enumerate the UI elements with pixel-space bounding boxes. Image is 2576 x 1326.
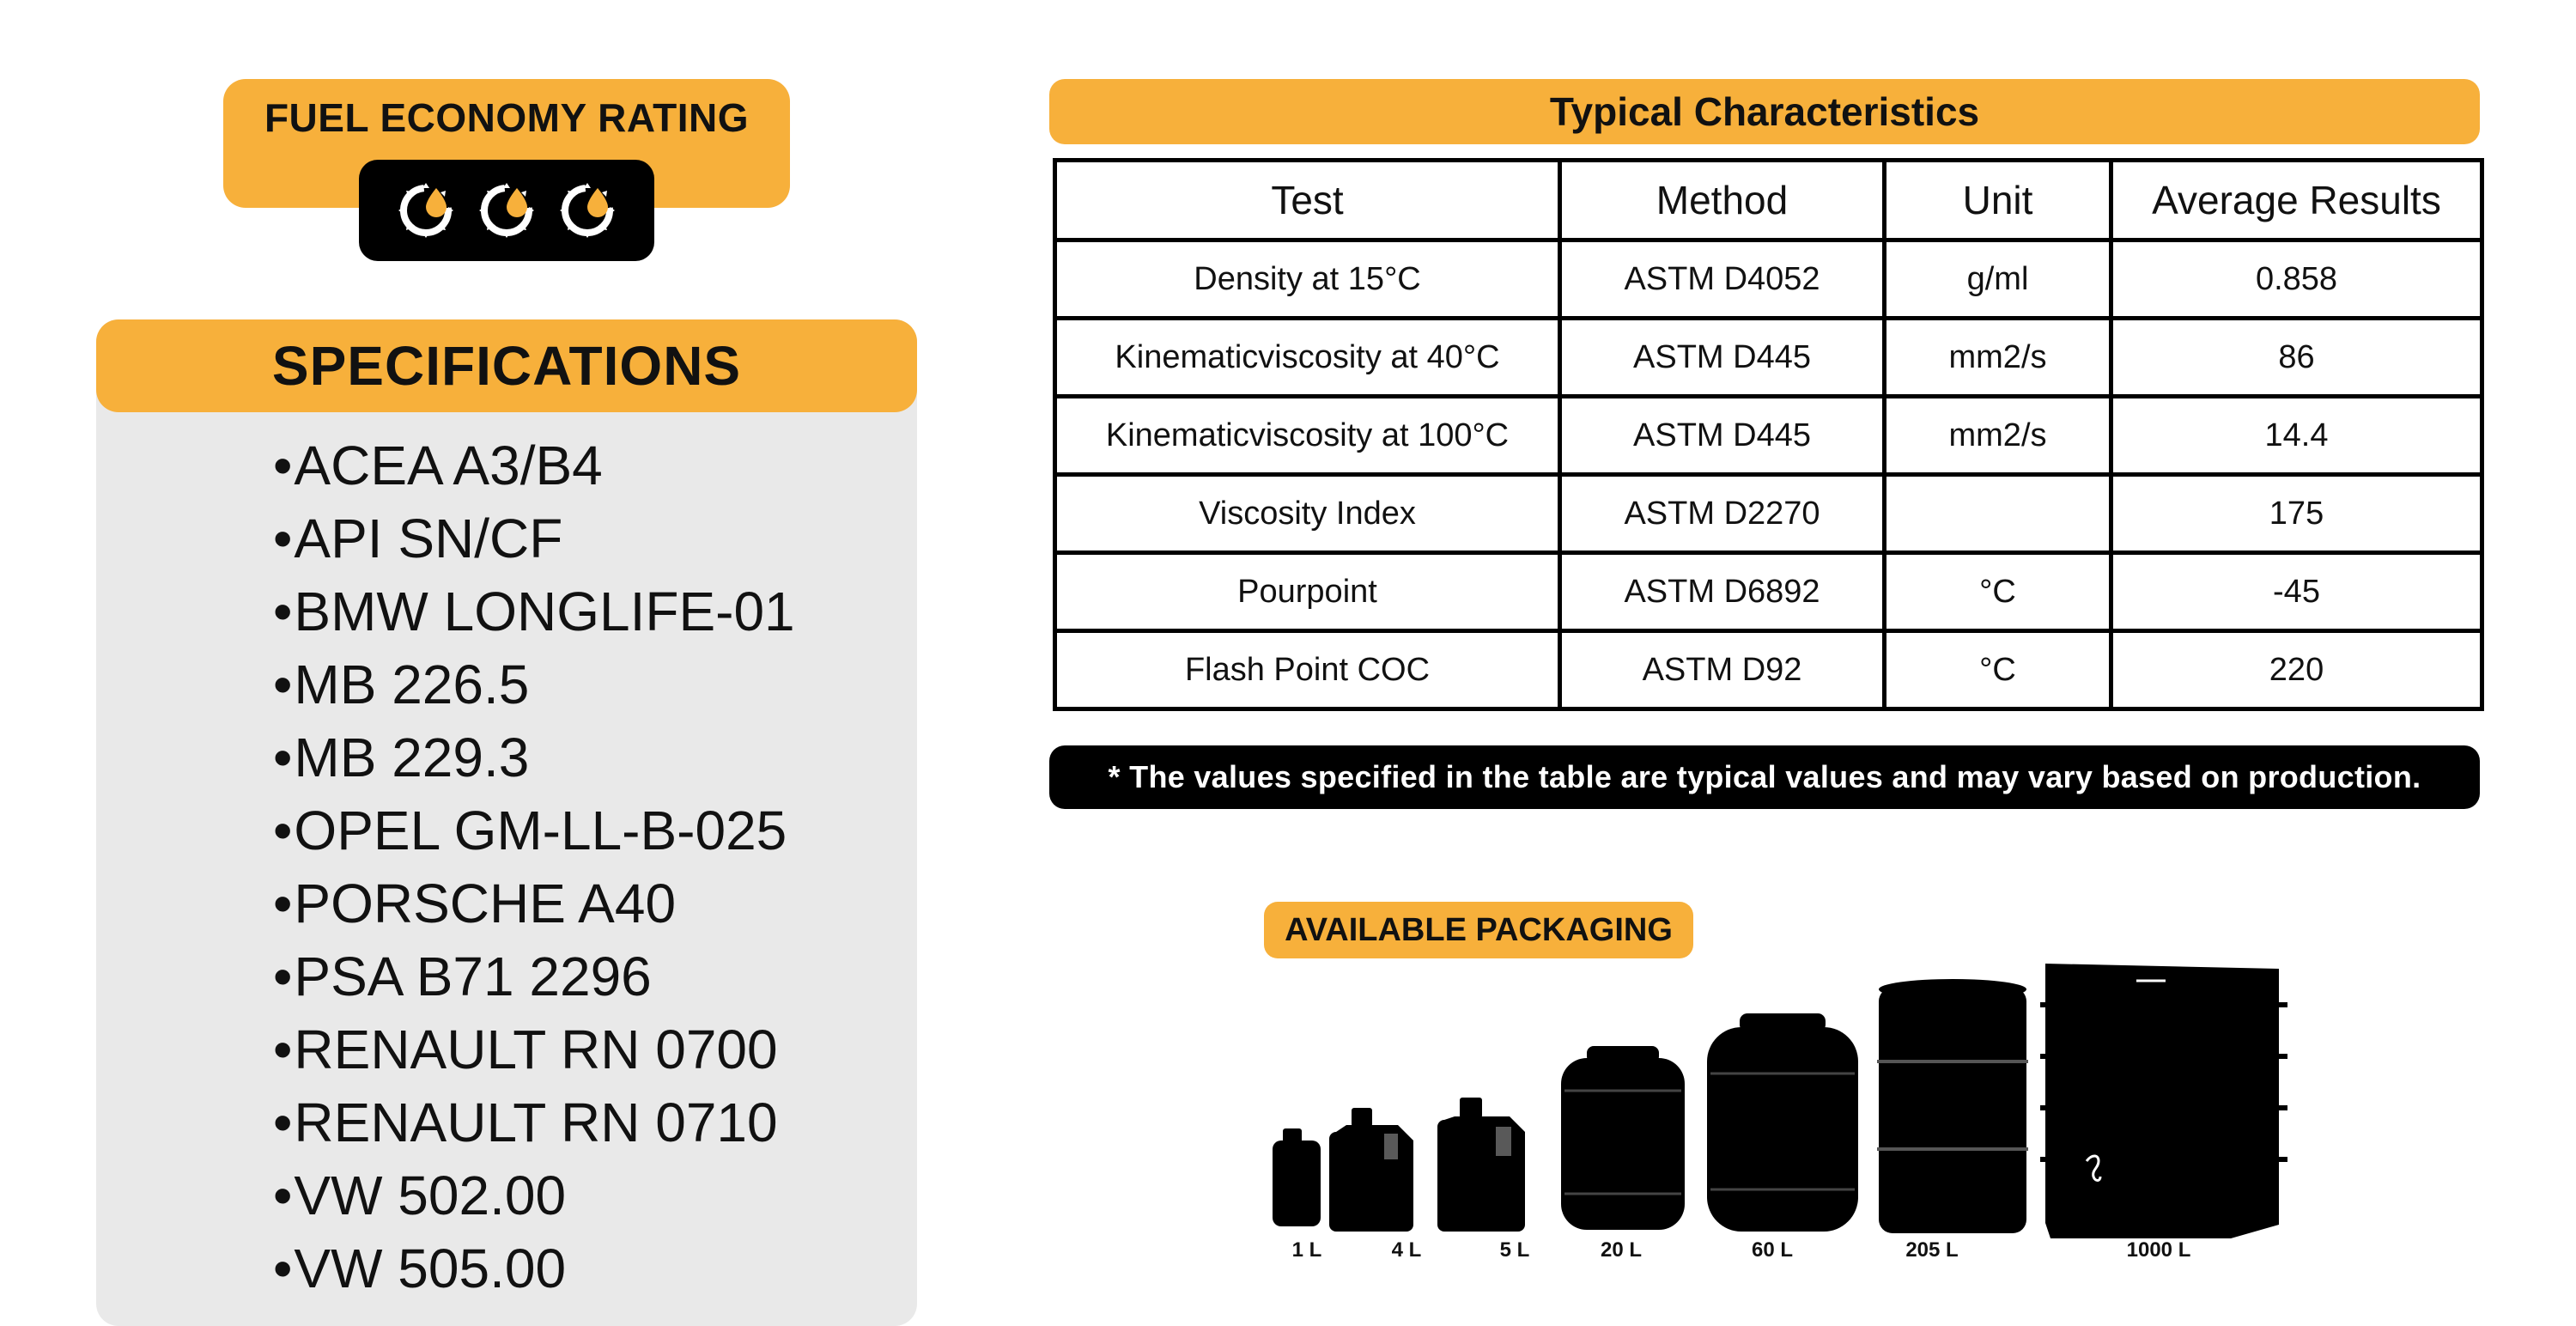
cell-unit: °C (1885, 631, 2111, 709)
column-header-unit: Unit (1885, 161, 2111, 240)
spec-item: • MB 229.3 (273, 721, 795, 794)
table-row (1055, 319, 2482, 397)
jug-5l-icon (1437, 1098, 1525, 1232)
spec-item: • BMW LONGLIFE-01 (273, 575, 795, 648)
fuel-economy-title: FUEL ECONOMY RATING (264, 95, 750, 140)
packaging-size-label: 1000 L (2126, 1238, 2191, 1262)
table-footnote: * The values specified in the table are typical values and may vary based on production. (1049, 745, 2480, 809)
spec-item: • OPEL GM-LL-B-025 (273, 794, 795, 867)
cell-unit: mm2/s (1885, 319, 2111, 397)
table-row (1055, 553, 2482, 631)
spec-item: • VW 505.00 (273, 1232, 795, 1305)
packaging-size-label: 1 L (1291, 1238, 1322, 1262)
cell-method: ASTM D445 (1560, 397, 1885, 475)
cell-unit: mm2/s (1885, 397, 2111, 475)
cell-result: 220 (2111, 631, 2482, 709)
cell-result: 0.858 (2111, 240, 2482, 319)
cell-method: ASTM D92 (1560, 631, 1885, 709)
spec-item: • RENAULT RN 0710 (273, 1086, 795, 1159)
column-header-average-results: Average Results (2111, 161, 2482, 240)
drum-60l-icon (1707, 1013, 1858, 1232)
characteristics-title: Typical Characteristics (1049, 79, 2480, 144)
spec-item: • RENAULT RN 0700 (273, 1013, 795, 1086)
table-row (1055, 240, 2482, 319)
specifications-list (273, 429, 795, 1305)
cell-method: ASTM D445 (1560, 319, 1885, 397)
cell-test: Pourpoint (1055, 553, 1560, 631)
cell-test: Flash Point COC (1055, 631, 1560, 709)
cell-method: ASTM D4052 (1560, 240, 1885, 319)
fuel-gear-icon (472, 176, 541, 245)
characteristics-table (1053, 158, 2484, 711)
table-row (1055, 397, 2482, 475)
table-header-row (1055, 161, 2482, 240)
packaging-size-label: 205 L (1905, 1238, 1959, 1262)
table-row (1055, 475, 2482, 553)
spec-item: • PSA B71 2296 (273, 940, 795, 1013)
cell-test: Density at 15°C (1055, 240, 1560, 319)
cell-test: Kinematicviscosity at 40°C (1055, 319, 1560, 397)
spec-item: • MB 226.5 (273, 648, 795, 721)
table-row (1055, 631, 2482, 709)
fuel-economy-rating (359, 160, 654, 261)
cell-unit: °C (1885, 553, 2111, 631)
cell-result: 86 (2111, 319, 2482, 397)
cell-result: -45 (2111, 553, 2482, 631)
cell-result: 175 (2111, 475, 2482, 553)
packaging-size-label: 60 L (1751, 1238, 1794, 1262)
column-header-test: Test (1055, 161, 1560, 240)
cell-method: ASTM D6892 (1560, 553, 1885, 631)
cell-unit (1885, 475, 2111, 553)
column-header-method: Method (1560, 161, 1885, 240)
ibc-1000l-icon (2040, 964, 2287, 1238)
spec-item: • API SN/CF (273, 502, 795, 575)
cell-test: Kinematicviscosity at 100°C (1055, 397, 1560, 475)
jug-4l-icon (1329, 1108, 1413, 1232)
cell-test: Viscosity Index (1055, 475, 1560, 553)
fuel-gear-icon (392, 176, 460, 245)
fuel-gear-icon (553, 176, 622, 245)
bottle-1l-icon (1273, 1128, 1321, 1226)
packaging-size-label: 5 L (1499, 1238, 1530, 1262)
specifications-title: SPECIFICATIONS (96, 319, 917, 412)
spec-item: • PORSCHE A40 (273, 867, 795, 940)
packaging-size-label: 20 L (1600, 1238, 1643, 1262)
cell-method: ASTM D2270 (1560, 475, 1885, 553)
cell-result: 14.4 (2111, 397, 2482, 475)
cell-unit: g/ml (1885, 240, 2111, 319)
packaging-size-label: 4 L (1391, 1238, 1422, 1262)
spec-item: • ACEA A3/B4 (273, 429, 795, 502)
packaging-title: AVAILABLE PACKAGING (1264, 902, 1693, 958)
barrel-205l-icon (1877, 979, 2028, 1233)
pail-20l-icon (1561, 1046, 1685, 1230)
spec-item: • VW 502.00 (273, 1159, 795, 1232)
